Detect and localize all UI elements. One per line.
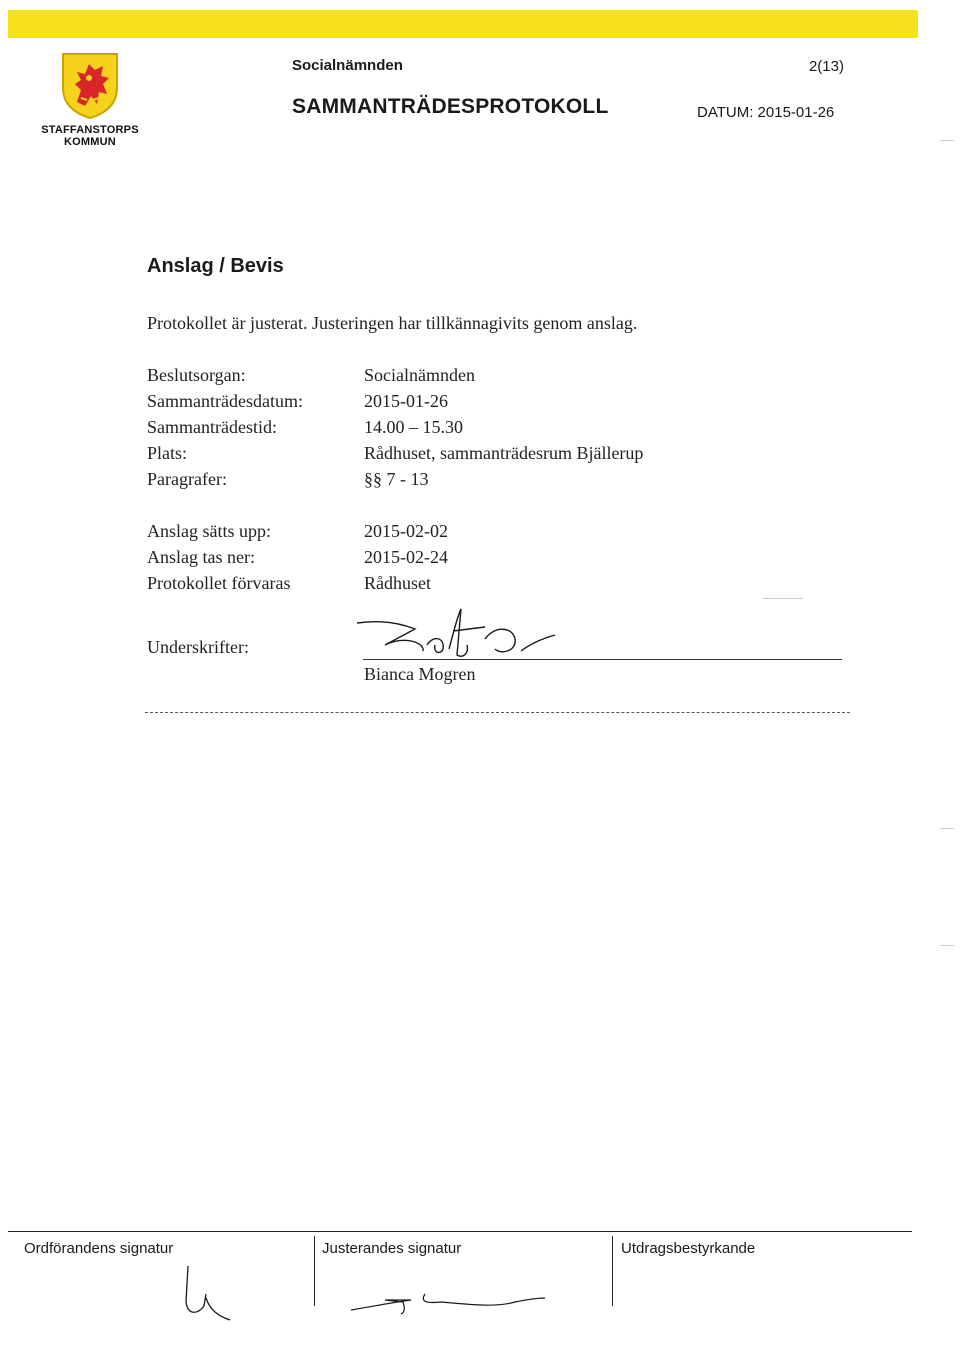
scan-edge-mark <box>763 598 803 599</box>
signer-name: Bianca Mogren <box>364 664 476 684</box>
coat-of-arms-icon <box>59 50 121 120</box>
document-date: DATUM: 2015-01-26 <box>697 104 835 121</box>
scan-edge-mark <box>940 828 954 829</box>
field-value: Rådhuset, sammanträdesrum Bjällerup <box>364 443 644 463</box>
posting-value: 2015-02-24 <box>364 547 448 567</box>
municipality-name-line2: KOMMUN <box>64 136 116 148</box>
posting-label: Anslag tas ner: <box>147 547 255 567</box>
footer-extract-certification-label: Utdragsbestyrkande <box>621 1240 756 1257</box>
field-label: Paragrafer: <box>147 469 227 489</box>
field-label: Sammanträdestid: <box>147 417 277 437</box>
municipality-logo <box>40 50 140 148</box>
field-label: Plats: <box>147 443 188 463</box>
document-title: SAMMANTRÄDESPROTOKOLL <box>292 95 609 118</box>
footer-chair-signature-label: Ordförandens signatur <box>24 1240 174 1257</box>
top-yellow-bar <box>8 10 918 38</box>
footer-rule <box>8 1231 912 1232</box>
intro-text: Protokollet är justerat. Justeringen har tillkännagivits genom anslag. <box>147 313 638 333</box>
field-label: Beslutsorgan: <box>147 365 246 385</box>
field-value: §§ 7 - 13 <box>364 469 429 489</box>
scan-edge-mark <box>940 945 954 946</box>
scan-edge-mark <box>940 140 954 141</box>
chair-initials-signature <box>178 1262 238 1322</box>
adjuster-initials-signature <box>345 1280 555 1320</box>
signature-line <box>363 659 842 660</box>
signatures-label: Underskrifter: <box>147 637 249 657</box>
section-heading: Anslag / Bevis <box>147 255 284 277</box>
field-label: Sammanträdesdatum: <box>147 391 303 411</box>
field-value: Socialnämnden <box>364 365 475 385</box>
footer-adjuster-signature-label: Justerandes signatur <box>322 1240 462 1257</box>
posting-value: Rådhuset <box>364 573 431 593</box>
dashed-divider <box>145 712 850 713</box>
handwritten-signature <box>345 605 575 665</box>
field-value: 14.00 – 15.30 <box>364 417 463 437</box>
organ-name: Socialnämnden <box>292 57 403 74</box>
page-number: 2(13) <box>808 58 844 75</box>
footer-separator <box>314 1236 315 1306</box>
field-value: 2015-01-26 <box>364 391 448 411</box>
posting-label: Anslag sätts upp: <box>147 521 271 541</box>
footer-separator <box>612 1236 613 1306</box>
posting-value: 2015-02-02 <box>364 521 448 541</box>
posting-label: Protokollet förvaras <box>147 573 291 593</box>
municipality-name-line1: STAFFANSTORPS <box>41 124 139 136</box>
